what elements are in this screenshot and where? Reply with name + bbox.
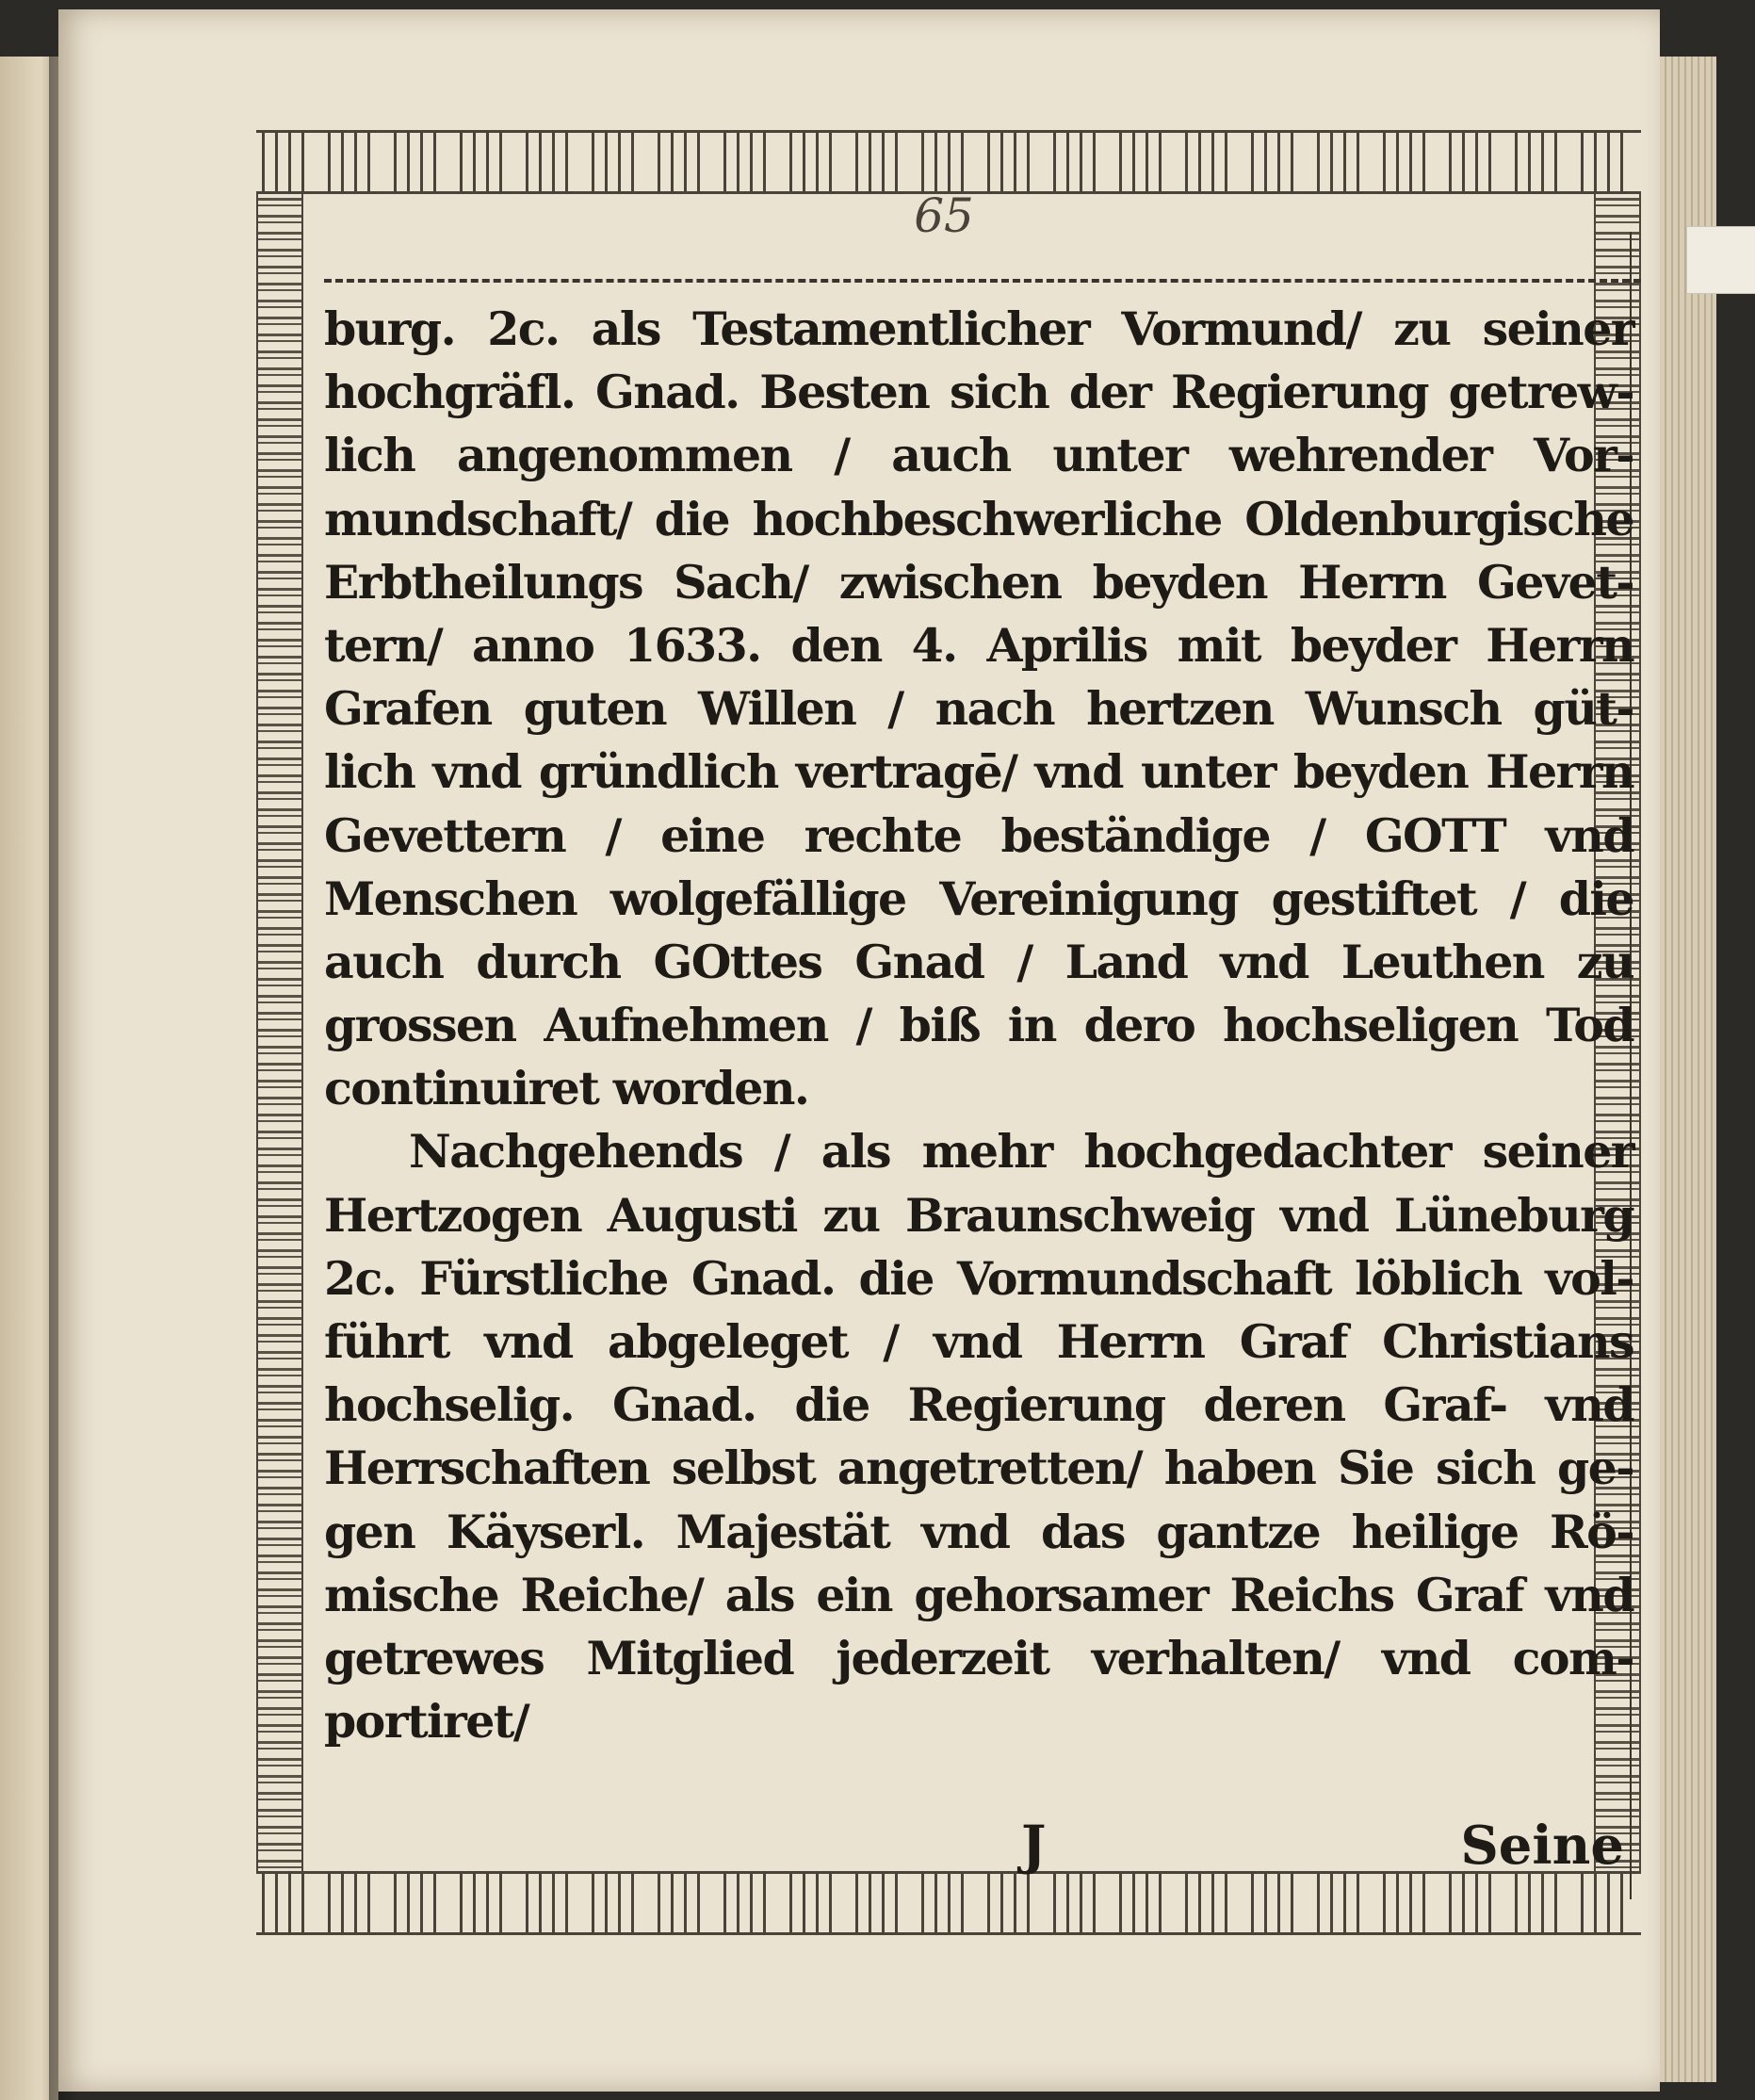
text-line: führt vnd abgeleget / vnd Herrn Graf Christians [324,1314,1633,1369]
bookmark-slip [1686,226,1755,294]
signature-mark: J [1021,1815,1047,1877]
page-number: 65 [914,188,974,243]
text-line: Gevettern / eine rechte beständige / GOTT vnd [324,807,1633,863]
catchword: Seine [1460,1815,1624,1877]
text-line: lich vnd gründlich vertragē/ vnd unter beyden Herrn [324,744,1633,800]
text-line: gen Käyserl. Majestät vnd das gantze heilige Rö- [324,1504,1633,1559]
text-line: hochgräfl. Gnad. Besten sich der Regierung getrew- [324,365,1633,420]
text-line: Erbtheilungs Sach/ zwischen beyden Herrn Gevet- [324,554,1633,610]
border-bottom-band [256,1871,1641,1935]
header-rule [324,279,1641,288]
book-page [58,9,1660,2092]
text-line: hochselig. Gnad. die Regierung deren Graf- vnd [324,1377,1633,1433]
text-line: Hertzogen Augusti zu Braunschweig vnd Lüneburg [324,1187,1633,1243]
text-line: continuiret worden. [324,1061,809,1116]
text-line: auch durch GOttes Gnad / Land vnd Leuthen zu [324,934,1633,989]
text-line: Herrschaften selbst angetretten/ haben Sie sich ge- [324,1441,1633,1496]
text-line: portiret/ [324,1694,529,1750]
text-line: burg. 2c. als Testamentlicher Vormund/ zu seiner [324,301,1633,356]
text-line: mundschaft/ die hochbeschwerliche Oldenburgische [324,491,1633,546]
text-line: mische Reiche/ als ein gehorsamer Reichs Graf vnd [324,1567,1633,1622]
text-line: getrewes Mitglied jederzeit verhalten/ vnd com- [324,1630,1633,1685]
text-line: Nachgehends / als mehr hochgedachter seiner [409,1124,1633,1180]
page-footer [324,1815,1633,1880]
body-text [324,298,1633,1753]
border-left-band [256,194,303,1871]
text-line: 2c. Fürstliche Gnad. die Vormundschaft löblich vol- [324,1250,1633,1306]
text-line: Grafen guten Willen / nach hertzen Wunsch güt- [324,681,1633,737]
page-edges [1660,57,1716,2082]
text-line: tern/ anno 1633. den 4. Aprilis mit beyder Herrn [324,617,1633,673]
text-line: grossen Aufnehmen / biß in dero hochseligen Tod [324,998,1633,1053]
text-line: Menschen wolgefällige Vereinigung gestiftet / die [324,871,1633,926]
ornamental-border [256,130,1641,1935]
border-top-band [256,130,1641,194]
text-line: lich angenommen / auch unter wehrender Vor- [324,428,1633,483]
